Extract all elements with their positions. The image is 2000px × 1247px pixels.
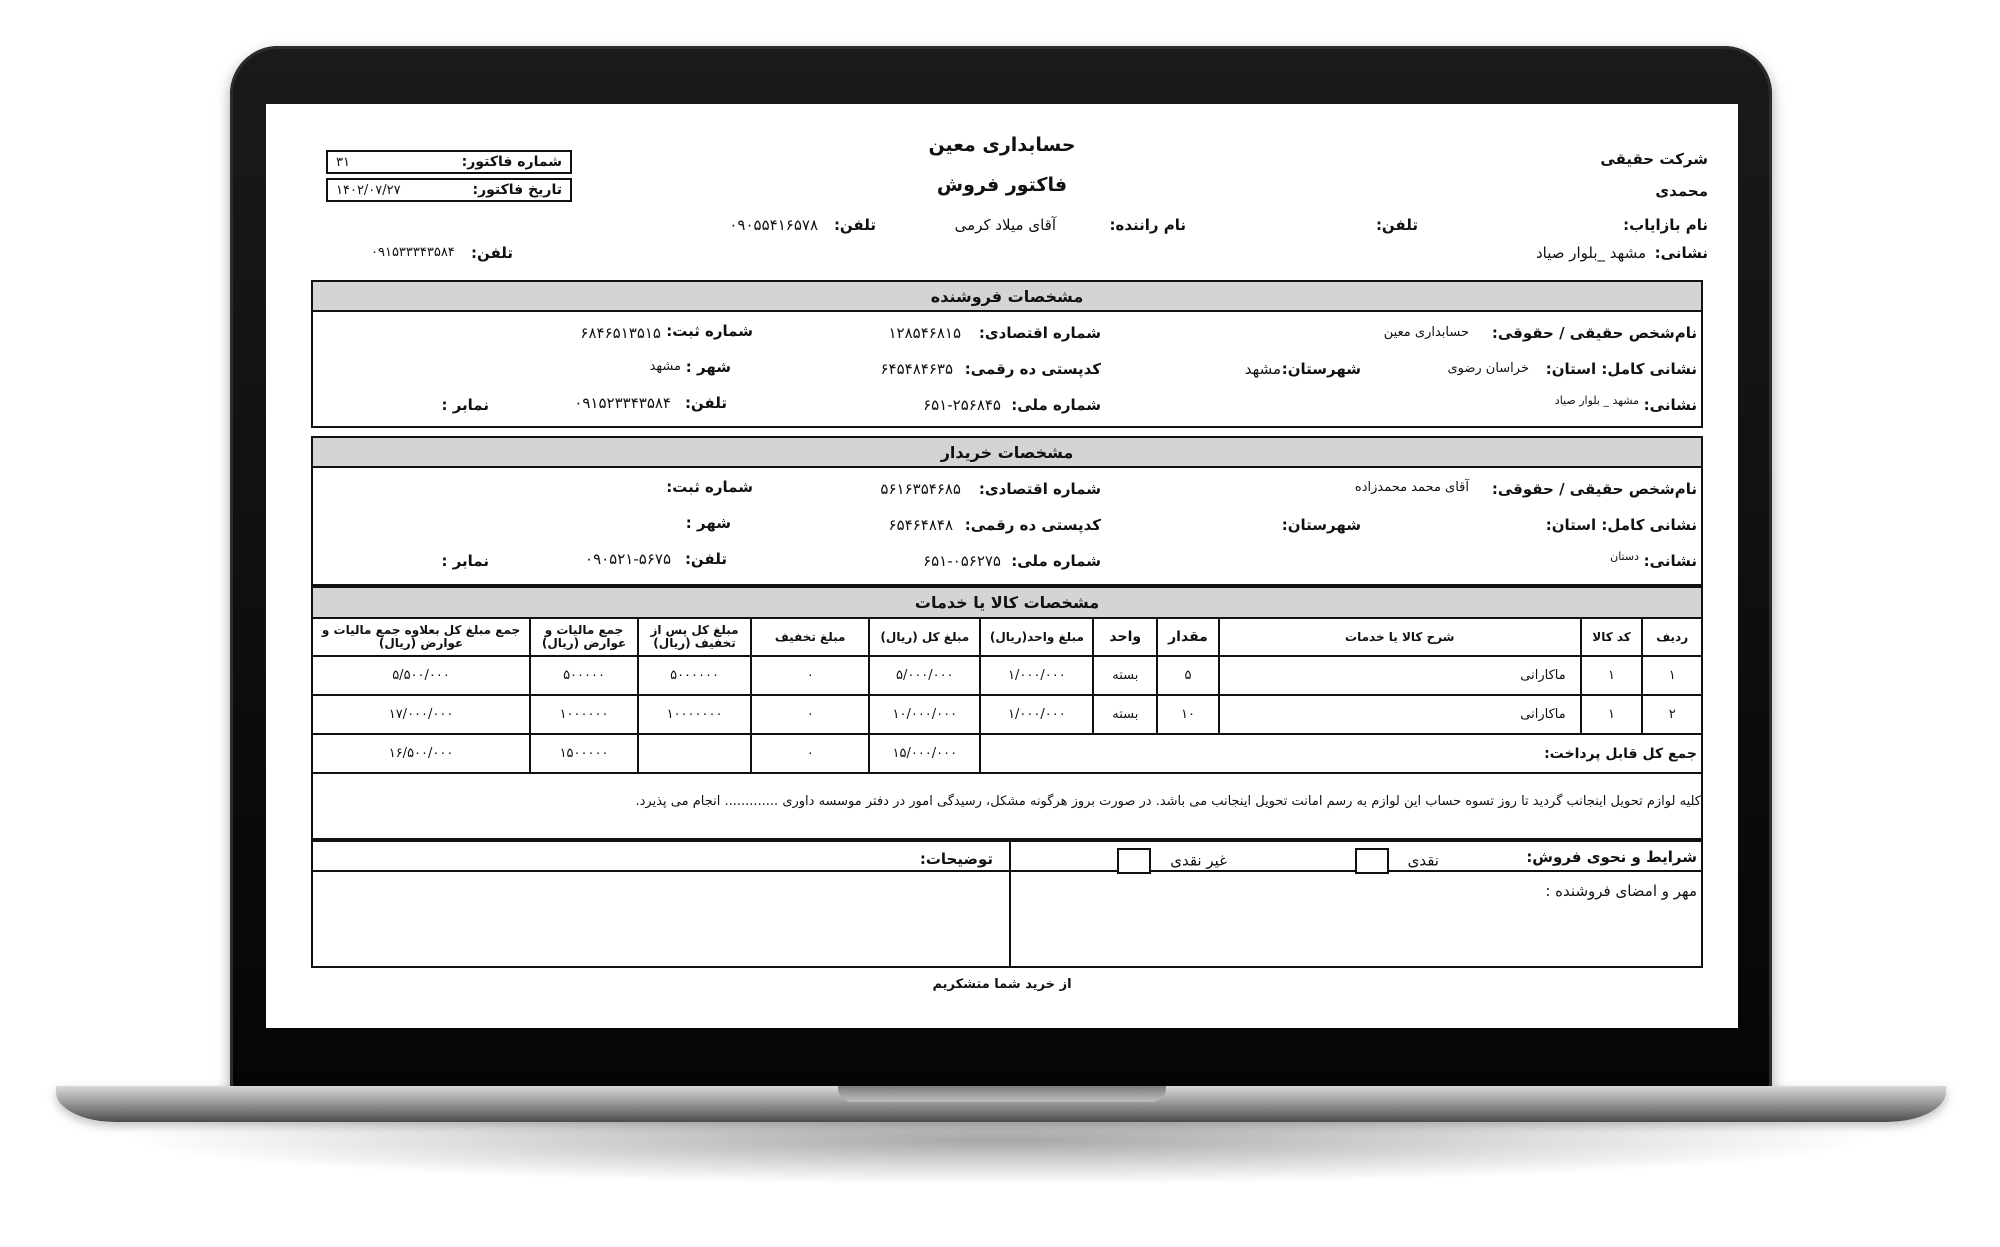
buyer-reg-label: شماره ثبت:: [666, 478, 753, 496]
seller-province-value: خراسان رضوی: [1447, 361, 1529, 376]
cell-total: ۵/۰۰۰/۰۰۰: [869, 656, 980, 695]
seal-label: مهر و امضای فروشنده :: [1545, 882, 1697, 900]
cell-qty: ۵: [1157, 656, 1219, 695]
items-section: [311, 586, 1703, 617]
driver-value: آقای میلاد کرمی: [954, 216, 1056, 234]
terms-box: [311, 772, 1703, 840]
company-name: حسابداری معین: [928, 134, 1076, 156]
invoice-date-label: تاریخ فاکتور:: [472, 182, 562, 198]
buyer-address-value: دستان: [1610, 550, 1639, 563]
cell-row: ۲: [1642, 695, 1702, 734]
seller-postal-label: کدپستی ده رقمی:: [964, 360, 1101, 378]
seller-county-value: مشهد: [1244, 360, 1281, 378]
driver-phone-label: تلفن:: [833, 216, 876, 234]
buyer-national-value: ۶۵۱-۰۵۶۲۷۵: [923, 552, 1001, 570]
buyer-section-title: مشخصات خریدار: [313, 438, 1701, 468]
total-label: جمع کل قابل پرداخت:: [980, 734, 1702, 773]
col-row: ردیف: [1642, 618, 1702, 656]
laptop-hinge-notch: [838, 1086, 1166, 1102]
cell-after-discount: ۱۰۰۰۰۰۰۰: [638, 695, 751, 734]
seller-county-label: شهرستان:: [1281, 360, 1361, 378]
customer-short-name: محمدی: [1655, 182, 1708, 200]
total-discount: ۰: [751, 734, 869, 773]
cell-after-discount: ۵۰۰۰۰۰۰: [638, 656, 751, 695]
terms-text: کلیه لوازم تحویل اینجانب گردید تا روز تسوه حساب این لوازم به رسم امانت تحویل اینجانب می باشد. در صورت بروز هرگونه مشکل، رسیدگی امور در دفتر موسسه داوری ............. انجام می پذیرد.: [635, 794, 1701, 809]
noncash-label: غیر نقدی: [1170, 851, 1227, 870]
table-row: [312, 695, 1702, 734]
total-total: ۱۵/۰۰۰/۰۰۰: [869, 734, 980, 773]
buyer-address-label: نشانی:: [1643, 552, 1697, 570]
col-unit-price: مبلغ واحد(ریال): [980, 618, 1093, 656]
noncash-option[interactable]: [1117, 848, 1227, 874]
seller-address-value: مشهد _ بلوار صیاد: [1554, 394, 1639, 407]
cell-code: ۱: [1581, 695, 1643, 734]
cash-checkbox[interactable]: [1355, 848, 1389, 874]
seller-national-label: شماره ملی:: [1011, 396, 1101, 414]
cell-grand: ۵/۵۰۰/۰۰۰: [312, 656, 530, 695]
col-qty: مقدار: [1157, 618, 1219, 656]
invoice-number-box: [326, 150, 572, 174]
items-table: [311, 617, 1703, 774]
col-grand: جمع مبلغ کل بعلاوه جمع مالیات و عوارض (ریال): [312, 618, 530, 656]
seller-phone-value: ۰۹۱۵۲۳۳۴۳۵۸۴: [574, 394, 671, 412]
buyer-national-label: شماره ملی:: [1011, 552, 1101, 570]
notes-label: توضیحات:: [919, 850, 993, 868]
buyer-city-label: شهر :: [685, 514, 731, 532]
buyer-economic-value: ۵۶۱۶۳۵۴۶۸۵: [880, 480, 961, 498]
invoice-number-value: ۳۱: [336, 154, 350, 170]
noncash-checkbox[interactable]: [1117, 848, 1151, 874]
cell-desc: ماکارانی: [1219, 695, 1581, 734]
buyer-fax-label: نمابر :: [441, 552, 489, 570]
seller-national-value: ۶۵۱-۲۵۶۸۴۵: [923, 396, 1001, 414]
cell-row: ۱: [1642, 656, 1702, 695]
col-tax: جمع مالیات و عوارض (ریال): [530, 618, 638, 656]
buyer-name-value: آقای محمد محمدزاده: [1354, 480, 1469, 495]
col-discount: مبلغ تخفیف: [751, 618, 869, 656]
cell-unit: بسته: [1093, 656, 1157, 695]
buyer-section: [311, 436, 1703, 586]
buyer-postal-value: ۶۵۴۶۴۸۴۸: [888, 516, 953, 534]
seller-economic-value: ۱۲۸۵۴۶۸۱۵: [888, 324, 961, 342]
driver-phone-value: ۰۹۰۵۵۴۱۶۵۷۸: [729, 216, 818, 234]
cell-tax: ۵۰۰۰۰۰: [530, 656, 638, 695]
cash-label: نقدی: [1407, 851, 1439, 870]
seller-fax-label: نمابر :: [441, 396, 489, 414]
sale-terms-hline: [313, 870, 1701, 872]
seller-address-label: نشانی:: [1643, 396, 1697, 414]
buyer-phone-value: ۰۹۰۵۲۱-۵۶۷۵: [585, 550, 671, 568]
seller-city-label: شهر :: [685, 358, 731, 376]
seller-reg-value: ۶۸۴۶۵۱۳۵۱۵: [580, 324, 661, 342]
address-value: مشهد _بلوار صیاد: [1535, 244, 1646, 262]
buyer-county-label: شهرستان:: [1281, 516, 1361, 534]
visitor-label: نام بازایاب:: [1623, 216, 1708, 234]
total-tax: ۱۵۰۰۰۰۰: [530, 734, 638, 773]
invoice-title: فاکتور فروش: [936, 174, 1068, 196]
col-after-discount: مبلغ کل پس از تخفیف (ریال): [638, 618, 751, 656]
seller-section-title: مشخصات فروشنده: [313, 282, 1701, 312]
cell-grand: ۱۷/۰۰۰/۰۰۰: [312, 695, 530, 734]
seller-phone-label: تلفن:: [684, 394, 727, 412]
items-section-title: مشخصات کالا یا خدمات: [313, 588, 1701, 617]
sale-terms-box: [311, 840, 1703, 968]
driver-label: نام راننده:: [1109, 216, 1186, 234]
sales-invoice: [266, 104, 1738, 1028]
company-type: شرکت حقیقی: [1600, 150, 1708, 168]
visitor-phone-label: تلفن:: [1375, 216, 1418, 234]
invoice-number-label: شماره فاکتور:: [461, 154, 562, 170]
cell-code: ۱: [1581, 656, 1643, 695]
invoice-date-value: ۱۴۰۲/۰۷/۲۷: [336, 182, 401, 198]
total-row: [312, 734, 1702, 773]
buyer-economic-label: شماره اقتصادی:: [978, 480, 1101, 498]
buyer-address-full-label: نشانی کامل: استان:: [1545, 516, 1697, 534]
buyer-name-label: نام‌شخص حقیقی / حقوقی:: [1491, 480, 1697, 498]
cell-discount: ۰: [751, 656, 869, 695]
cell-tax: ۱۰۰۰۰۰۰: [530, 695, 638, 734]
cell-discount: ۰: [751, 695, 869, 734]
address-label: نشانی:: [1654, 244, 1708, 262]
cell-unit-price: ۱/۰۰۰/۰۰۰: [980, 695, 1093, 734]
sale-terms-label: شرایط و نحوی فروش:: [1526, 848, 1697, 866]
col-desc: شرح کالا یا خدمات: [1219, 618, 1581, 656]
cell-qty: ۱۰: [1157, 695, 1219, 734]
items-header-row: [312, 618, 1702, 656]
seller-name-value: حسابداری معین: [1383, 325, 1469, 340]
cash-option[interactable]: [1355, 848, 1439, 874]
phone2-label: تلفن:: [471, 244, 514, 262]
col-unit: واحد: [1093, 618, 1157, 656]
seller-postal-value: ۶۴۵۴۸۴۶۳۵: [880, 360, 953, 378]
cell-desc: ماکارانی: [1219, 656, 1581, 695]
sale-terms-divider: [1009, 842, 1011, 966]
phone2-value: ۰۹۱۵۳۳۳۴۳۵۸۴: [371, 245, 455, 260]
seller-address-full-label: نشانی کامل: استان:: [1545, 360, 1697, 378]
thanks-text: از خرید شما متشکریم: [932, 977, 1072, 992]
cell-unit: بسته: [1093, 695, 1157, 734]
buyer-postal-label: کدپستی ده رقمی:: [964, 516, 1101, 534]
invoice-date-box: [326, 178, 572, 202]
table-row: [312, 656, 1702, 695]
col-code: کد کالا: [1581, 618, 1643, 656]
seller-city-value: مشهد: [649, 359, 681, 374]
total-grand: ۱۶/۵۰۰/۰۰۰: [312, 734, 530, 773]
seller-reg-label: شماره ثبت:: [666, 322, 753, 340]
laptop-screen: [266, 104, 1738, 1028]
cell-unit-price: ۱/۰۰۰/۰۰۰: [980, 656, 1093, 695]
seller-name-label: نام‌شخص حقیقی / حقوقی:: [1491, 324, 1697, 342]
seller-economic-label: شماره اقتصادی:: [978, 324, 1101, 342]
seller-section: [311, 280, 1703, 428]
total-after-discount-empty: [638, 734, 751, 773]
col-total: مبلغ کل (ریال): [869, 618, 980, 656]
cell-total: ۱۰/۰۰۰/۰۰۰: [869, 695, 980, 734]
buyer-phone-label: تلفن:: [684, 550, 727, 568]
